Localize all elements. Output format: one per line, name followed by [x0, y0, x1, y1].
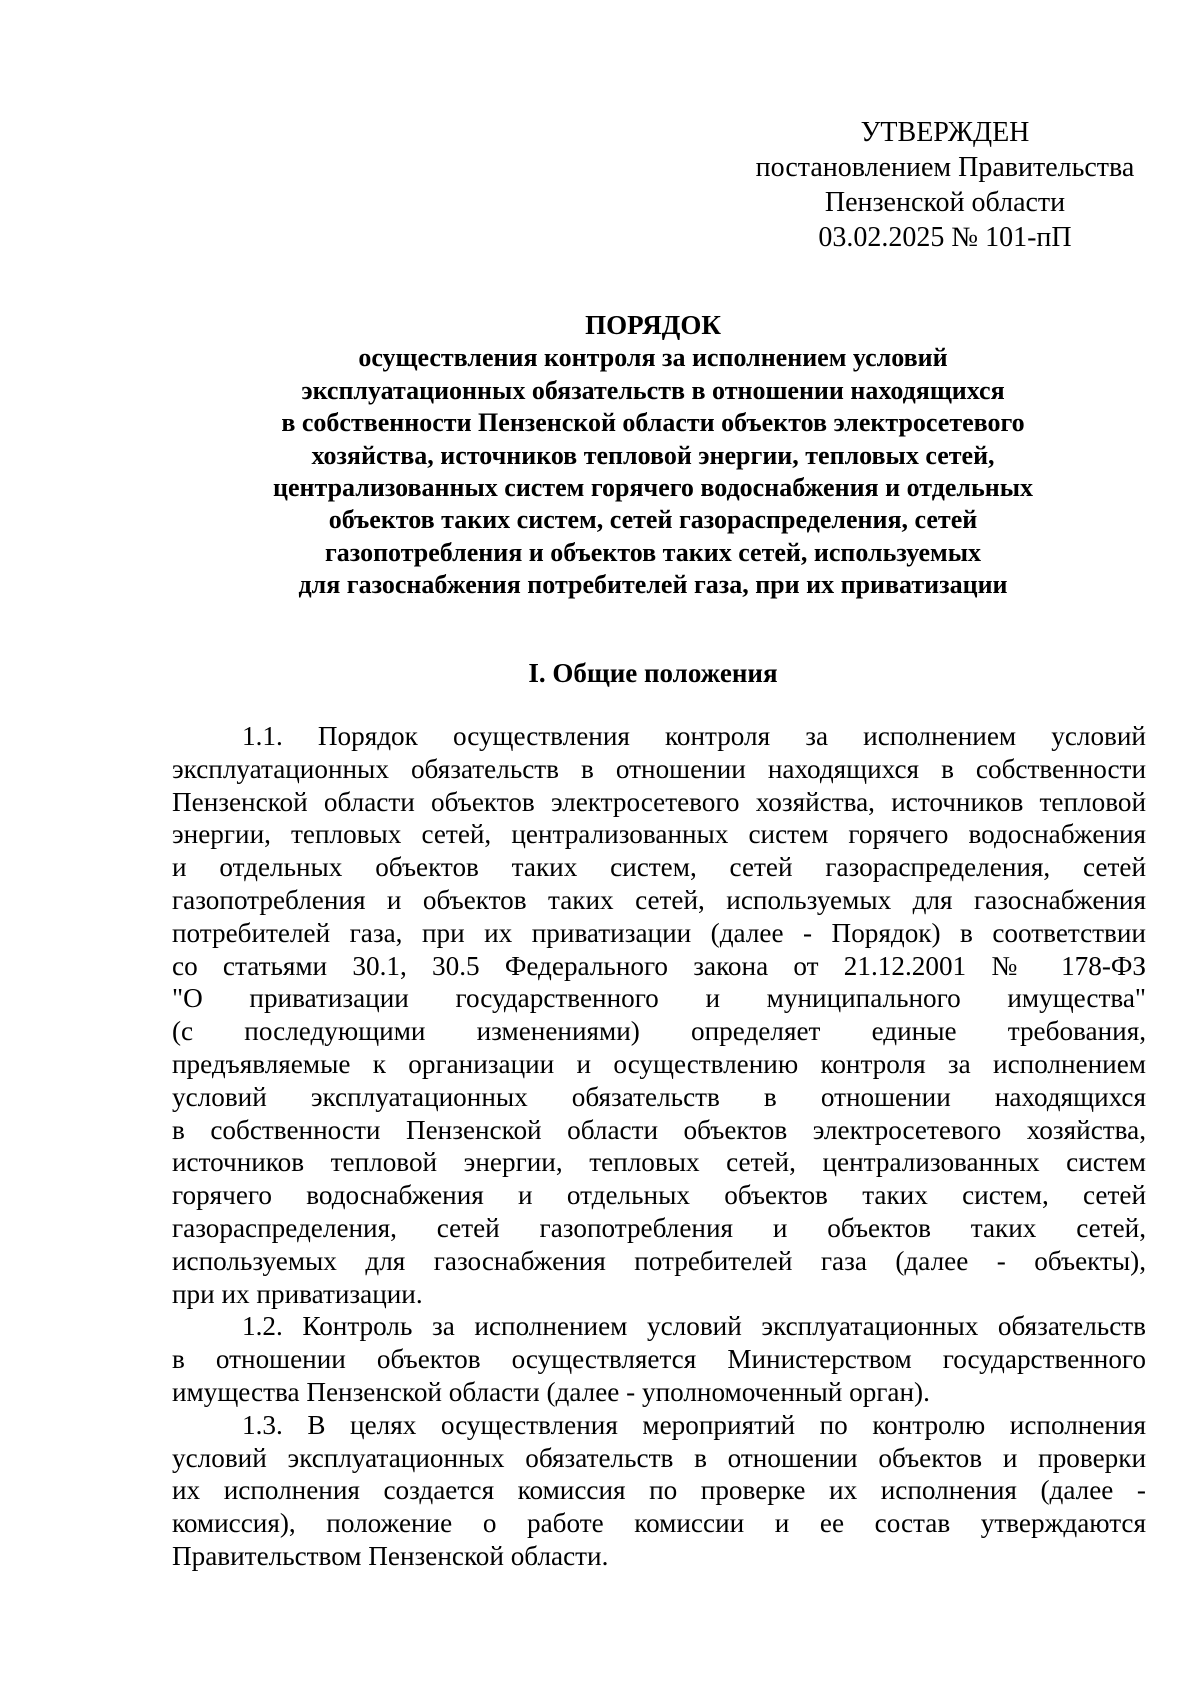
text-line: газопотребления и объектов таких сетей, используемых для газоснабжения: [172, 884, 1146, 915]
title-main: ПОРЯДОК: [585, 310, 721, 340]
text-line: и отдельных объектов таких систем, сетей газораспределения, сетей: [172, 852, 1146, 883]
paragraph-1-2: [172, 1310, 1146, 1408]
text-line: (с последующими изменениями) определяет единые требования,: [172, 1016, 1146, 1047]
approval-line-2: постановлением Правительства: [755, 152, 1135, 183]
text-line: 1.2. Контроль за исполнением условий эксплуатационных обязательств: [242, 1311, 1146, 1342]
text-line: Правительством Пензенской области.: [172, 1540, 609, 1571]
text-line: источников тепловой энергии, тепловых сетей, централизованных систем: [172, 1147, 1146, 1178]
title-line: газопотребления и объектов таких сетей, используемых: [324, 537, 982, 567]
text-line: условий эксплуатационных обязательств в отношении находящихся: [172, 1081, 1146, 1112]
text-line: эксплуатационных обязательств в отношении находящихся в собственности: [172, 753, 1146, 784]
text-line: 1.1. Порядок осуществления контроля за исполнением условий: [242, 721, 1146, 751]
title-line: осуществления контроля за исполнением условий: [358, 343, 948, 373]
title-line: объектов таких систем, сетей газораспределения, сетей: [328, 505, 978, 535]
approval-line-3: Пензенской области: [824, 187, 1066, 218]
text-line: горячего водоснабжения и отдельных объектов таких систем, сетей: [172, 1180, 1146, 1211]
text-line: при их приватизации.: [172, 1278, 423, 1309]
text-line: предъявляемые к организации и осуществлению контроля за исполнением: [172, 1048, 1146, 1079]
approval-line-1: УТВЕРЖДЕН: [860, 117, 1030, 148]
text-line: энергии, тепловых сетей, централизованных систем горячего водоснабжения: [172, 819, 1146, 850]
text-line: со статьями 30.1, 30.5 Федерального закона от 21.12.2001 № 178-ФЗ: [172, 950, 1146, 981]
section-heading: I. Общие положения: [528, 658, 778, 688]
title-line: в собственности Пензенской области объектов электросетевого: [281, 408, 1025, 438]
approval-stamp: [735, 115, 1155, 255]
text-line: в отношении объектов осуществляется Министерством государственного: [172, 1344, 1146, 1375]
text-line: условий эксплуатационных обязательств в отношении объектов и проверки: [172, 1442, 1146, 1473]
text-line: используемых для газоснабжения потребителей газа (далее - объекты),: [172, 1245, 1146, 1276]
text-line: их исполнения создается комиссия по проверке их исполнения (далее -: [172, 1475, 1146, 1506]
paragraph-1-1: [172, 720, 1146, 1310]
paragraph-1-3: [172, 1409, 1146, 1573]
text-line: комиссия), положение о работе комиссии и ее состав утверждаются: [172, 1508, 1146, 1539]
text-line: газораспределения, сетей газопотребления и объектов таких сетей,: [172, 1212, 1146, 1243]
title-line: эксплуатационных обязательств в отношении находящихся: [301, 375, 1005, 405]
title-line: хозяйства, источников тепловой энергии, тепловых сетей,: [311, 440, 995, 470]
text-line: 1.3. В целях осуществления мероприятий по контролю исполнения: [242, 1409, 1146, 1440]
text-line: потребителей газа, при их приватизации (далее - Порядок) в соответствии: [172, 917, 1146, 948]
text-line: "О приватизации государственного и муниципального имущества": [172, 983, 1146, 1014]
text-line: имущества Пензенской области (далее - уполномоченный орган).: [172, 1376, 930, 1407]
text-line: Пензенской области объектов электросетевого хозяйства, источников тепловой: [172, 786, 1146, 817]
text-line: в собственности Пензенской области объектов электросетевого хозяйства,: [172, 1114, 1146, 1145]
approval-line-4: 03.02.2025 № 101-пП: [818, 222, 1072, 253]
title-line: централизованных систем горячего водоснабжения и отдельных: [272, 473, 1034, 503]
body-text: [172, 720, 1146, 1573]
document-title: [170, 309, 1136, 602]
title-line: для газоснабжения потребителей газа, при их приватизации: [298, 570, 1008, 600]
